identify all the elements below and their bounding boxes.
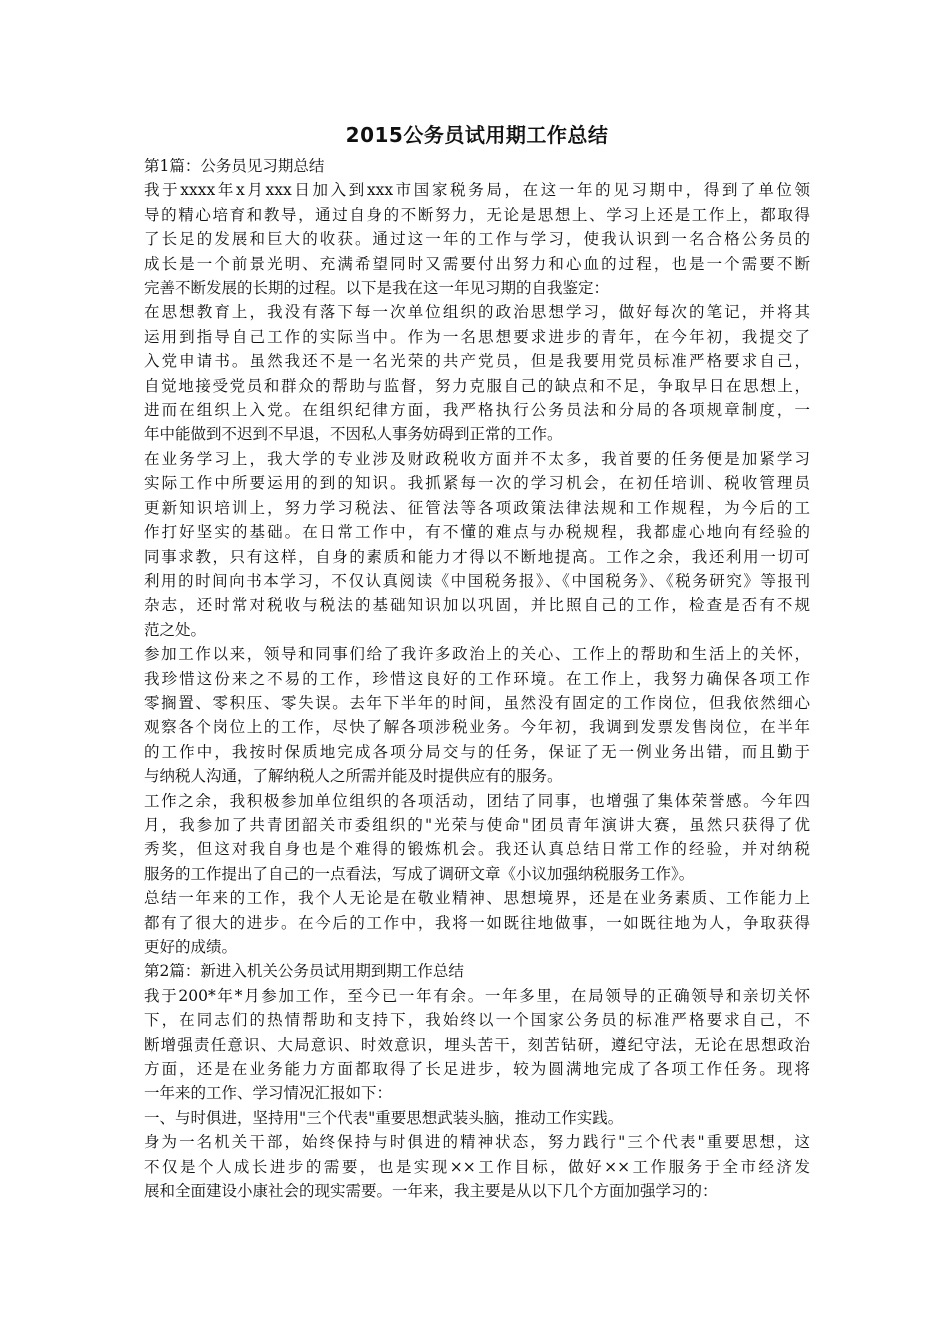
text-line: 月，我参加了共青团韶关市委组织的"光荣与使命"团员青年演讲大赛，虽然只获得了优 xyxy=(144,815,810,834)
text-line: 更新知识培训上，努力学习税法、征管法等各项政策法律法规和工作规程，为今后的工 xyxy=(144,498,810,517)
text-line: 我珍惜这份来之不易的工作，珍惜这良好的工作环境。在工作上，我努力确保各项工作 xyxy=(144,669,810,688)
text-line: 利用的时间向书本学习，不仅认真阅读《中国税务报》、《中国税务》、《税务研究》等报刊 xyxy=(144,571,810,590)
text-line: 进而在组织上入党。在组织纪律方面，我严格执行公务员法和分局的各项规章制度，一 xyxy=(144,401,810,420)
text-line: 观察各个岗位上的工作，尽快了解各项涉税业务。今年初，我调到发票发售岗位，在半年 xyxy=(144,718,810,737)
text-line: 同事求教，只有这样，自身的素质和能力才得以不断地提高。工作之余，我还利用一切可 xyxy=(144,547,810,566)
text-line: 作打好坚实的基础。在日常工作中，有不懂的难点与办税规程，我都虚心地向有经验的 xyxy=(144,523,810,542)
text-line: 入党申请书。虽然我还不是一名光荣的共产党员，但是我要用党员标准严格要求自己， xyxy=(144,352,810,371)
text-line: 更好的成绩。 xyxy=(144,938,238,956)
text-line: 方面，还是在业务能力方面都取得了长足进步，较为圆满地完成了各项工作任务。现将 xyxy=(144,1060,810,1079)
text-line: 服务的工作提出了自己的一点看法，写成了调研文章《小议加强纳税服务工作》。 xyxy=(144,864,695,883)
text-line: 展和全面建设小康社会的现实需要。一年来，我主要是从以下几个方面加强学习的： xyxy=(144,1182,718,1201)
text-line: 下，在同志们的热情帮助和支持下，我始终以一个国家公务员的标准严格要求自己，不 xyxy=(144,1011,810,1030)
document-page xyxy=(144,118,810,1203)
text-line: 成长是一个前景光明、充满希望同时又需要付出努力和心血的过程，也是一个需要不断 xyxy=(144,254,810,273)
text-line: 范之处。 xyxy=(144,620,207,639)
text-line: 运用到指导自己工作的实际当中。作为一名思想要求进步的青年，在今年初，我提交了 xyxy=(144,327,810,346)
text-line: 一、与时俱进，坚持用"三个代表"重要思想武装头脑，推动工作实践。 xyxy=(144,1108,624,1127)
text-line: 第2篇：新进入机关公务员试用期到期工作总结 xyxy=(144,962,464,981)
text-line: 总结一年来的工作，我个人无论是在敬业精神、思想境界，还是在业务素质、工作能力上 xyxy=(144,889,810,908)
text-line: 自觉地接受党员和群众的帮助与监督，努力克服自己的缺点和不足，争取早日在思想上， xyxy=(144,376,810,395)
text-line: 工作之余，我积极参加单位组织的各项活动，团结了同事，也增强了集体荣誉感。今年四 xyxy=(144,791,810,810)
text-line: 秀奖，但这对我自身也是个难得的锻炼机会。我还认真总结日常工作的经验，并对纳税 xyxy=(144,840,810,859)
text-line: 参加工作以来，领导和同事们给了我许多政治上的关心、工作上的帮助和生活上的关怀， xyxy=(144,645,810,664)
text-line: 一年来的工作、学习情况汇报如下： xyxy=(144,1084,393,1103)
document-title: 2015公务员试用期工作总结 xyxy=(345,123,609,147)
text-line: 第1篇：公务员见习期总结 xyxy=(144,157,325,175)
text-line: 在业务学习上，我大学的专业涉及财政税收方面并不太多，我首要的任务便是加紧学习 xyxy=(144,449,810,468)
text-line: 的工作中，我按时保质地完成各项分局交与的任务，保证了无一例业务出错，而且勤于 xyxy=(144,742,810,761)
text-line: 零搁置、零积压、零失误。去年下半年的时间，虽然没有固定的工作岗位，但我依然细心 xyxy=(144,693,810,712)
text-line: 年中能做到不迟到不早退，不因私人事务妨碍到正常的工作。 xyxy=(144,425,563,444)
text-line: 我于xxxx年x月xxx日加入到xxx市国家税务局，在这一年的见习期中，得到了单位领 xyxy=(144,181,810,200)
text-line: 都有了很大的进步。在今后的工作中，我将一如既往地做事，一如既往地为人，争取获得 xyxy=(144,913,810,932)
text-line: 在思想教育上，我没有落下每一次单位组织的政治思想学习，做好每次的笔记，并将其 xyxy=(144,303,810,322)
text-line: 完善不断发展的长期的过程。以下是我在这一年见习期的自我鉴定： xyxy=(144,279,610,298)
document-body xyxy=(144,154,810,1203)
text-line: 身为一名机关干部，始终保持与时俱进的精神状态，努力践行"三个代表"重要思想，这 xyxy=(144,1133,810,1152)
text-line: 断增强责任意识、大局意识、时效意识，埋头苦干，刻苦钻研，遵纪守法，无论在思想政治 xyxy=(144,1035,810,1054)
text-line: 杂志，还时常对税收与税法的基础知识加以巩固，并比照自己的工作，检查是否有不规 xyxy=(144,596,810,615)
text-line: 我于200*年*月参加工作，至今已一年有余。一年多里，在局领导的正确领导和亲切关怀 xyxy=(144,986,810,1005)
text-line: 导的精心培育和教导，通过自身的不断努力，无论是思想上、学习上还是工作上，都取得 xyxy=(144,205,810,224)
text-line: 实际工作中所要运用的到的知识。我抓紧每一次的学习机会，在初任培训、税收管理员 xyxy=(144,474,810,493)
text-line: 与纳税人沟通，了解纳税人之所需并能及时提供应有的服务。 xyxy=(144,767,563,786)
text-line: 不仅是个人成长进步的需要，也是实现××工作目标，做好××工作服务于全市经济发 xyxy=(144,1157,810,1176)
text-line: 了长足的发展和巨大的收获。通过这一年的工作与学习，使我认识到一名合格公务员的 xyxy=(144,230,810,249)
